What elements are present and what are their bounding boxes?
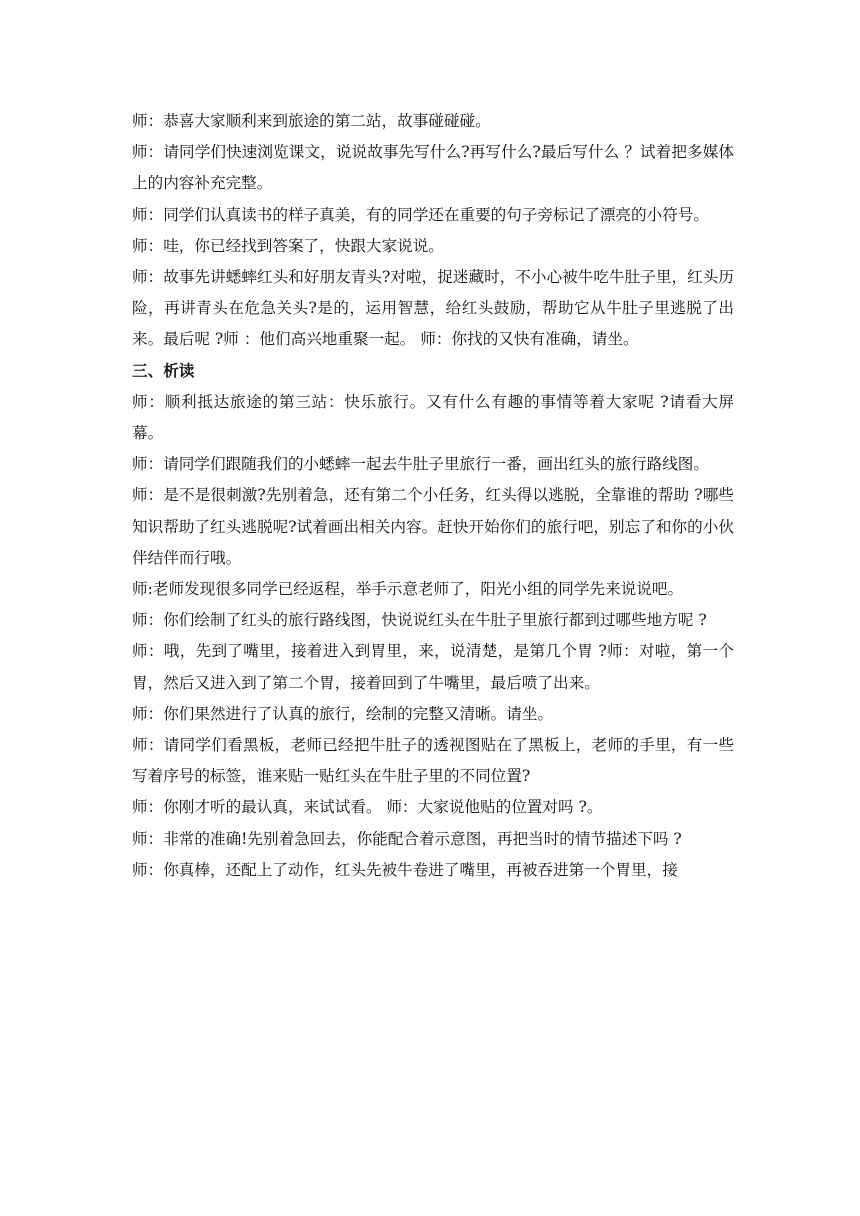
paragraph: 师：哇，你已经找到答案了，快跟大家说说。 xyxy=(132,236,444,255)
paragraph: 师：你们绘制了红头的旅行路线图，快说说红头在牛肚子里旅行都到过哪些地方呢 ? xyxy=(132,611,707,630)
paragraph: 师：请同学们看黑板，老师已经把牛肚子的透视图贴在了黑板上，老师的手里，有一些写着序号的标签，谁来贴一贴红头在牛肚子里的不同位置? xyxy=(132,736,734,786)
paragraph: 师：恭喜大家顺利来到旅途的第二站，故事碰碰碰。 xyxy=(132,112,491,130)
paragraph: 师:老师发现很多同学已经返程，举手示意老师了，阳光小组的同学先来说说吧。 xyxy=(132,580,684,599)
paragraph: 师：哦，先到了嘴里，接着进入到胃里，来，说清楚，是第几个胃 ?师：对啦，第一个胃，然后又进入到了第二个胃，接着回到了牛嘴里，最后喷了出来。 xyxy=(132,642,734,692)
paragraph: 师：顺利抵达旅途的第三站：快乐旅行。又有什么有趣的事情等着大家呢 ?请看大屏幕。 xyxy=(132,392,734,443)
section-heading: 三、析读 xyxy=(132,361,195,380)
paragraph: 师：你们果然进行了认真的旅行，绘制的完整又清晰。请坐。 xyxy=(132,704,554,723)
paragraph: 师：你真棒，还配上了动作，红头先被牛卷进了嘴里，再被吞进第一个胃里，接 xyxy=(132,860,678,879)
paragraph: 师：同学们认真读书的样子真美，有的同学还在重要的句子旁标记了漂亮的小符号。 xyxy=(132,205,709,224)
paragraph: 师：请同学们快速浏览课文，说说故事先写什么?再写什么?最后写什么 ？试着把多媒体上的内容补充完整。 xyxy=(132,143,734,193)
document-page xyxy=(132,106,734,886)
paragraph: 师：是不是很刺激?先别着急，还有第二个小任务，红头得以逃脱，全靠谁的帮助 ?哪些知识帮助了红头逃脱呢?试着画出相关内容。赶快开始你们的旅行吧，别忘了和你的小伙伴结伴而行哦。 xyxy=(132,486,734,567)
paragraph: 师：你刚才听的最认真，来试试看。 师：大家说他贴的位置对吗 ?。 xyxy=(132,798,603,817)
paragraph: 师：请同学们跟随我们的小蟋蟀一起去牛肚子里旅行一番，画出红头的旅行路线图。 xyxy=(132,455,709,474)
paragraph: 师：故事先讲蟋蟀红头和好朋友青头?对啦，捉迷藏时，不小心被牛吃牛肚子里，红头历险，再讲青头在危急关头?是的，运用智慧，给红头鼓励，帮助它从牛肚子里逃脱了出来。最后呢 ?师 ：他们高兴地重聚一起。 师：你找的又快有准确，请坐。 xyxy=(132,268,734,349)
paragraph: 师：非常的准确!先别着急回去，你能配合着示意图，再把当时的情节描述下吗 ? xyxy=(132,829,682,848)
